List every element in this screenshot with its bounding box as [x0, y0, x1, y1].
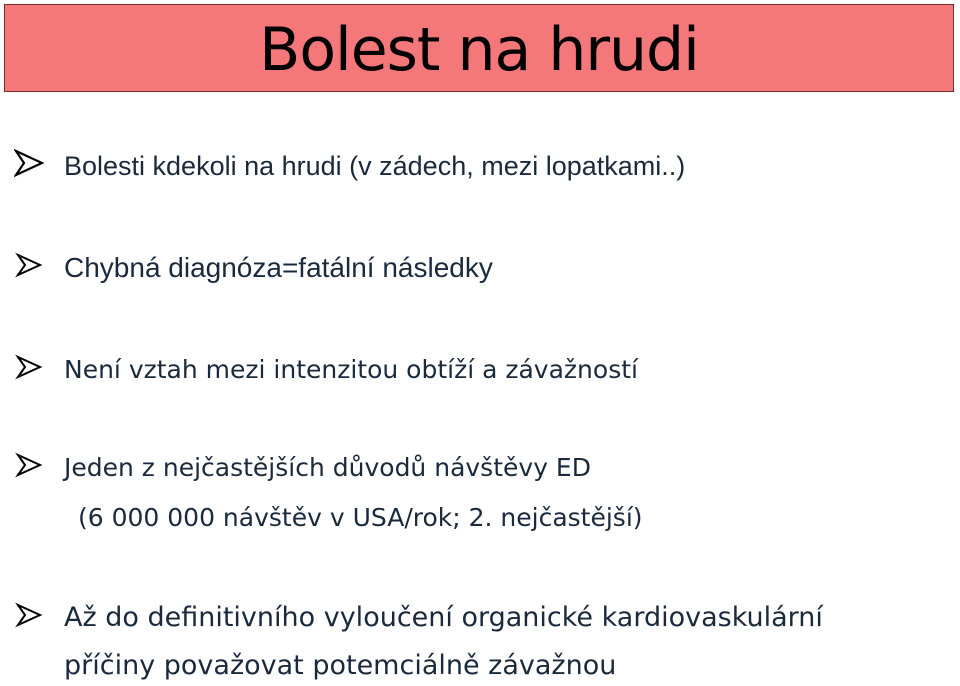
arrowhead-bullet-icon — [14, 450, 44, 480]
bullet-line: Chybná diagnóza=fatální následky — [64, 252, 493, 283]
arrowhead-bullet-icon — [14, 250, 44, 280]
bullet-text — [64, 250, 493, 286]
arrowhead-bullet-icon — [14, 148, 44, 178]
bullet-line: Až do definitivního vyloučení organické kardiovaskulární — [64, 602, 823, 633]
bullet-line: (6 000 000 návštěv v USA/rok; 2. nejčastější) — [78, 503, 643, 532]
bullet-line: Jeden z nejčastějších důvodů návštěvy ED — [64, 453, 591, 482]
bullet-item — [14, 250, 493, 286]
bullet-item — [14, 352, 638, 388]
arrowhead-bullet-icon — [14, 352, 44, 382]
bullet-line: Bolesti kdekoli na hrudi (v zádech, mezi lopatkami..) — [64, 151, 686, 181]
bullet-line: Není vztah mezi intenzitou obtíží a závažností — [64, 355, 638, 384]
bullet-item — [14, 600, 823, 684]
title-banner — [4, 4, 954, 92]
bullet-item — [14, 450, 643, 536]
bullet-item — [14, 148, 685, 184]
bullet-line: příčiny považovat potemciálně závažnou — [64, 650, 617, 681]
bullet-text — [64, 600, 823, 684]
bullet-text — [64, 148, 685, 184]
arrowhead-bullet-icon — [14, 600, 44, 630]
bullet-text — [64, 352, 638, 388]
bullet-text — [64, 450, 643, 536]
slide-title: Bolest na hrudi — [259, 15, 699, 85]
